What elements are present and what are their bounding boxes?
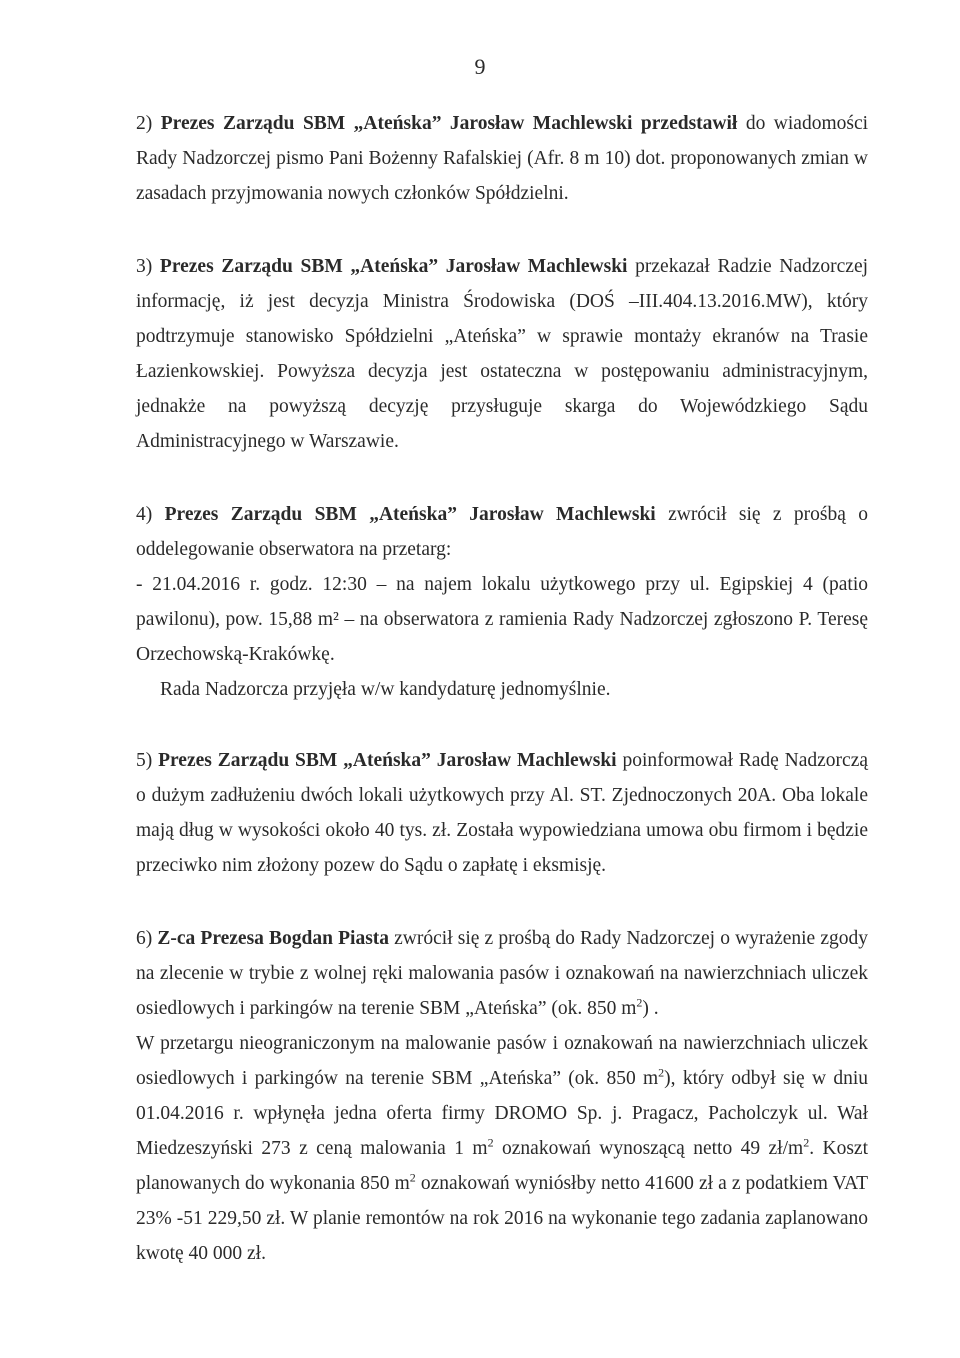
item-number: 2): [136, 113, 153, 134]
item-text-b: W przetargu nieograniczonym na malowanie pasów i oznakowań na nawierzchniach uliczek osiedlowych i parkingów na terenie SBM „Ateńska” (ok. 850 m: [136, 1033, 868, 1089]
item-text: poinformował Radę Nadzorczą o dużym zadłużeniu dwóch lokali użytkowych przy Al. ST. Zjednoczonych 20A. Oba lokale mają dług w wysokości około 40 tys. zł. Została wypowiedziana umowa obu firmom i będzie przeciwko nim złożony pozew do Sądu o zapłatę i eksmisję.: [136, 750, 869, 876]
item-text-b4: . Koszt planowanych do wykonania 850 m: [136, 1138, 868, 1194]
item-text-a: zwrócił się z prośbą do Rady Nadzorczej o wyrażenie zgody na zlecenie w trybie z wolnej ręki malowania pasów i oznakowań na nawierzchniach uliczek osiedlowych i parkingów na terenie SBM „Ateńska” (ok. 850 m: [136, 928, 868, 1019]
item-2: [136, 106, 868, 211]
item-text: do wiadomości Rady Nadzorczej pismo Pani Bożenny Rafalskiej (Afr. 8 m 10) dot. proponowanych zmian w zasadach przyjmowania nowych członków Spółdzielni.: [136, 113, 869, 204]
item-text-b3: oznakowań wynoszącą netto 49 zł/m: [493, 1138, 804, 1159]
item-actor: Prezes Zarządu SBM „Ateńska” Jarosław Machlewski: [158, 750, 617, 771]
superscript: 2: [487, 1135, 494, 1150]
tender-detail: - 21.04.2016 r. godz. 12:30 – na najem lokalu użytkowego przy ul. Egipskiej 4 (patio pawilonu), pow. 15,88 m² – na obserwatora z ramienia Rady Nadzorczej zgłoszono P. Teresę Orzechowską-Krakówkę.: [136, 574, 868, 665]
item-number: 4): [136, 504, 153, 525]
item-text-b5: oznakowań wyniósłby netto 41600 zł a z podatkiem VAT 23% -51 229,50 zł. W planie remontów na rok 2016 na wykonanie tego zadania zaplanowano kwotę 40 000 zł.: [136, 1173, 868, 1264]
item-text-a-end: ) .: [642, 998, 659, 1019]
item-actor: Prezes Zarządu SBM „Ateńska” Jarosław Machlewski: [164, 504, 656, 525]
board-decision: Rada Nadzorcza przyjęła w/w kandydaturę jednomyślnie.: [160, 679, 611, 700]
item-number: 3): [136, 256, 153, 277]
superscript: 2: [409, 1170, 416, 1185]
item-number: 6): [136, 928, 153, 949]
superscript: 2: [658, 1065, 665, 1080]
item-actor: Prezes Zarządu SBM „Ateńska” Jarosław Machlewski: [159, 256, 628, 277]
item-text: przekazał Radzie Nadzorczej informację, iż jest decyzja Ministra Środowiska (DOŚ –III.404.13.2016.MW), który podtrzymuje stanowisko Spółdzielni „Ateńska” w sprawie montaży ekranów na Trasie Łazienkowskiej. Powyższa decyzja jest ostateczna w postępowaniu administracyjnym, jednakże na powyższą decyzję przysługuje skarga do Wojewódzkiego Sądu Administracyjnego w Warszawie.: [136, 256, 869, 452]
document-content: [136, 106, 868, 1309]
superscript: 2: [803, 1135, 810, 1150]
item-6: [136, 921, 868, 1271]
item-number: 5): [136, 750, 153, 771]
item-4: [136, 497, 868, 707]
item-actor: Prezes Zarządu SBM „Ateńska” Jarosław Machlewski przedstawił: [160, 113, 738, 134]
superscript: 2: [636, 995, 643, 1010]
item-actor: Z-ca Prezesa Bogdan Piasta: [157, 928, 390, 949]
item-text: zwrócił się z prośbą o oddelegowanie obserwatora na przetarg:: [136, 504, 869, 560]
page-number: 9: [474, 54, 486, 79]
item-5: [136, 743, 868, 883]
item-3: [136, 249, 868, 459]
item-text-b2: ), który odbył się w dniu 01.04.2016 r. wpłynęła jedna oferta firmy DROMO Sp. j. Pragacz, Pacholczyk ul. Wał Miedzeszyński 273 z ceną malowania 1 m: [136, 1068, 868, 1159]
